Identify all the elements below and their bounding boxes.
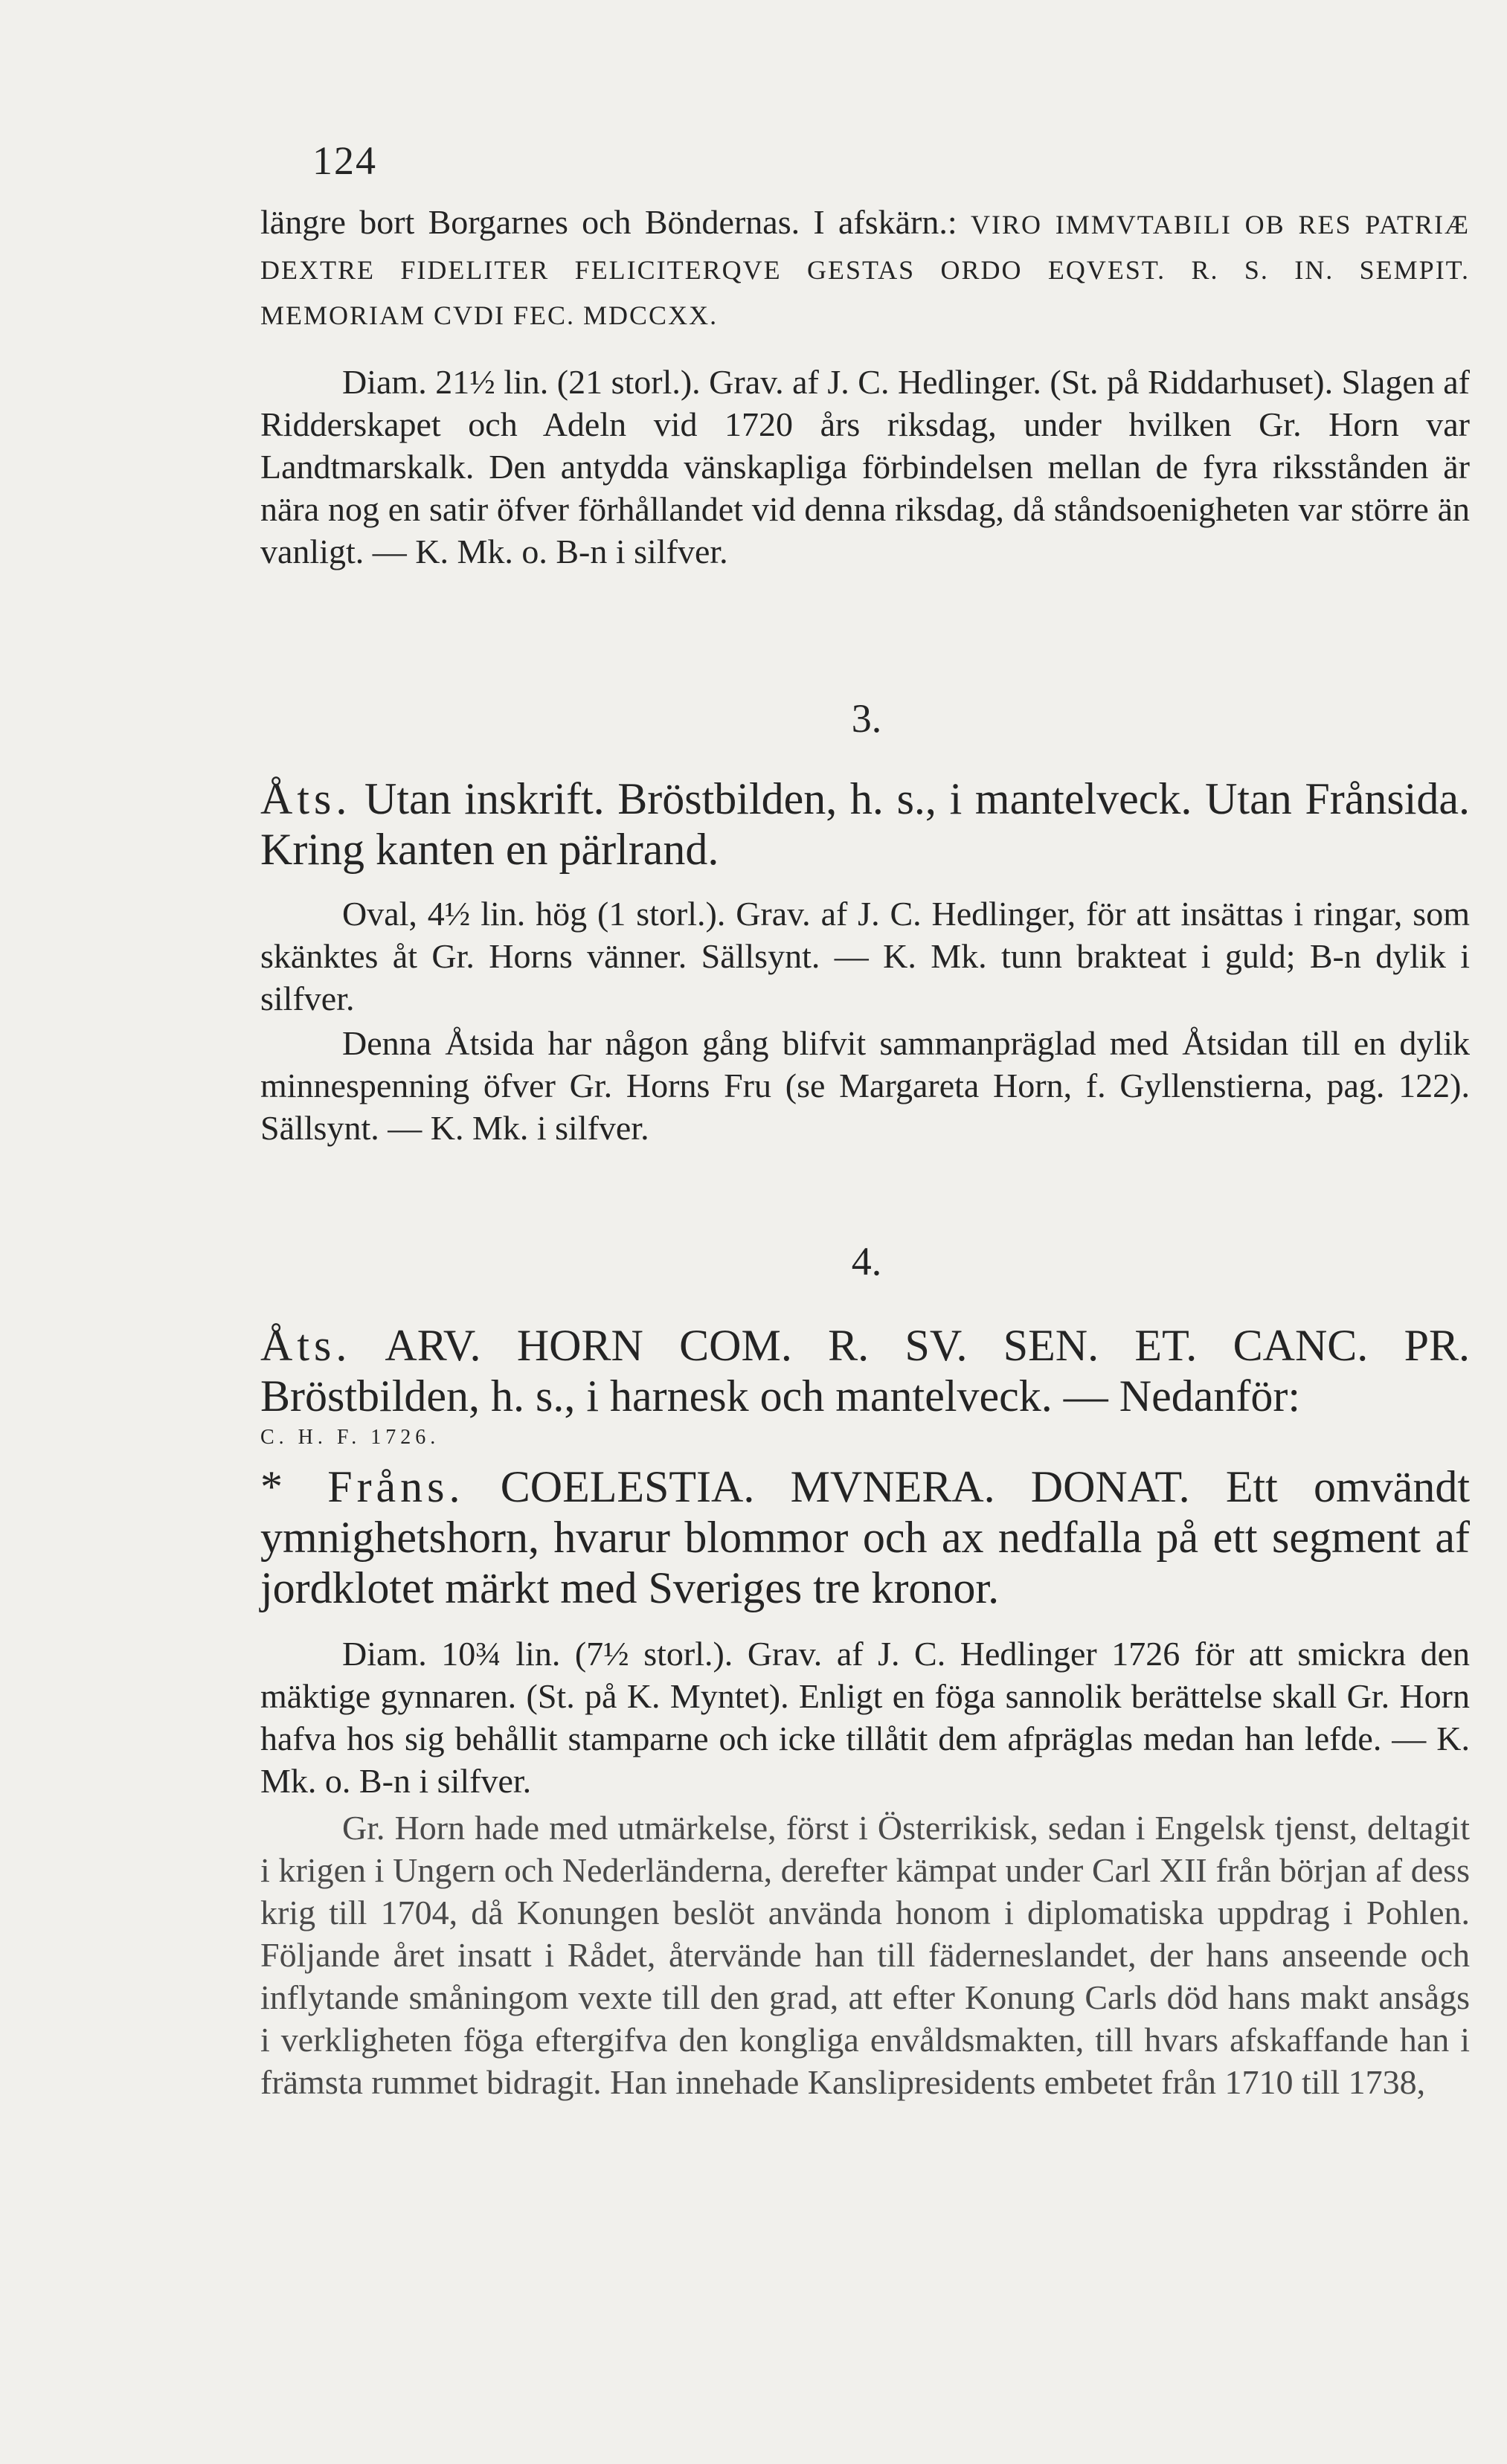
section-4-body xyxy=(260,1633,1470,2103)
section-3-paragraph-1: Oval, 4½ lin. hög (1 storl.). Grav. af J. C. Hedlinger, för att insättas i ringar, som skänktes åt Gr. Horns vänner. Sällsynt. — K. Mk. tunn brakteat i guld; B-n dylik i silfver. xyxy=(260,895,1470,1017)
inscription-intro: längre bort Borgarnes och Böndernas. I afskärn.: xyxy=(260,203,957,241)
section-number-3: 3. xyxy=(851,696,882,741)
section-4-label: Åts. xyxy=(260,1321,352,1370)
section-3-heading-text xyxy=(260,773,1470,875)
paragraph-description xyxy=(260,361,1470,573)
section-4-heading-text xyxy=(260,1320,1470,1421)
section-3-paragraph-2: Denna Åtsida har någon gång blifvit sammanpräglad med Åtsidan till en dylik minnespenning öfver Gr. Horns Fru (se Margareta Horn, f. Gyllenstierna, pag. 122). Sällsynt. — K. Mk. i silfver. xyxy=(260,1024,1470,1147)
section-4-reverse-text xyxy=(260,1461,1470,1613)
section-4-heading xyxy=(260,1320,1470,1450)
engraver-signature: C. H. F. 1726. xyxy=(260,1426,440,1449)
section-4-paragraph-1: Diam. 10¾ lin. (7½ storl.). Grav. af J. C. Hedlinger 1726 för att smickra den mäktige gynnaren. (St. på K. Myntet). Enligt en föga sannolik berättelse skall Gr. Horn hafva hos sig behållit stamparne och icke tillåtit dem afpräglas medan han lefde. — K. Mk. o. B-n i silfver. xyxy=(260,1635,1470,1800)
inscription-text xyxy=(260,201,1470,337)
section-4-paragraph-2: Gr. Horn hade med utmärkelse, först i Österrikisk, sedan i Engelsk tjenst, deltagit i krigen i Ungern och Nederländerna, derefter kämpat under Carl XII från början af dess krig till 1704, då Konungen beslöt använda honom i diplomatiska uppdrag i Pohlen. Följande året insatt i Rådet, återvände han till fäderneslandet, der hans anseende och inflytande småningom vexte till den grad, att efter Konung Carls död hans makt ansågs i verkligheten föga eftergifva den kongliga envåldsmakten, till hvars afskaffande han i främsta rummet bidragit. Han innehade Kanslipresidents embetet från 1710 till 1738, xyxy=(260,1809,1470,2101)
reverse-description: COELESTIA. MVNERA. DONAT. Ett omvändt ymnighetshorn, hvarur blommor och ax nedfalla på ett segment af jordklotet märkt med Sveriges tre kronor. xyxy=(260,1462,1470,1612)
page-number: 124 xyxy=(312,138,377,183)
inscription-caps: VIRO IMMVTABILI OB RES PATRIÆ DEXTRE FIDELITER FELICITERQVE GESTAS ORDO EQVEST. R. S. IN. SEMPIT. MEMORIAM CVDI FEC. MDCCXX. xyxy=(260,210,1470,330)
section-3-heading xyxy=(260,773,1470,875)
section-3-body xyxy=(260,892,1470,1149)
section-4-reverse xyxy=(260,1461,1470,1613)
section-3-label: Åts. xyxy=(260,774,352,823)
description-text: Diam. 21½ lin. (21 storl.). Grav. af J. C. Hedlinger. (St. på Riddarhuset). Slagen af Ridderskapet och Adeln vid 1720 års riksdag, under hvilken Gr. Horn var Landtmarskalk. Den antydda vänskapliga förbindelsen mellan de fyra riksstånden är nära nog en satir öfver förhållandet vid denna riksdag, då ståndsoenigheten var större än vanligt. — K. Mk. o. B-n i silfver. xyxy=(260,363,1471,570)
paragraph-inscription xyxy=(260,201,1470,337)
section-3-description: Utan inskrift. Bröstbilden, h. s., i mantelveck. Utan Frånsida. Kring kanten en pärlrand. xyxy=(260,774,1470,874)
section-number-4: 4. xyxy=(851,1239,882,1284)
section-4-description: ARV. HORN COM. R. SV. SEN. ET. CANC. PR. Bröstbilden, h. s., i harnesk och mantelveck. — Nedanför: xyxy=(260,1321,1470,1421)
reverse-label: * Fråns. xyxy=(260,1462,465,1511)
